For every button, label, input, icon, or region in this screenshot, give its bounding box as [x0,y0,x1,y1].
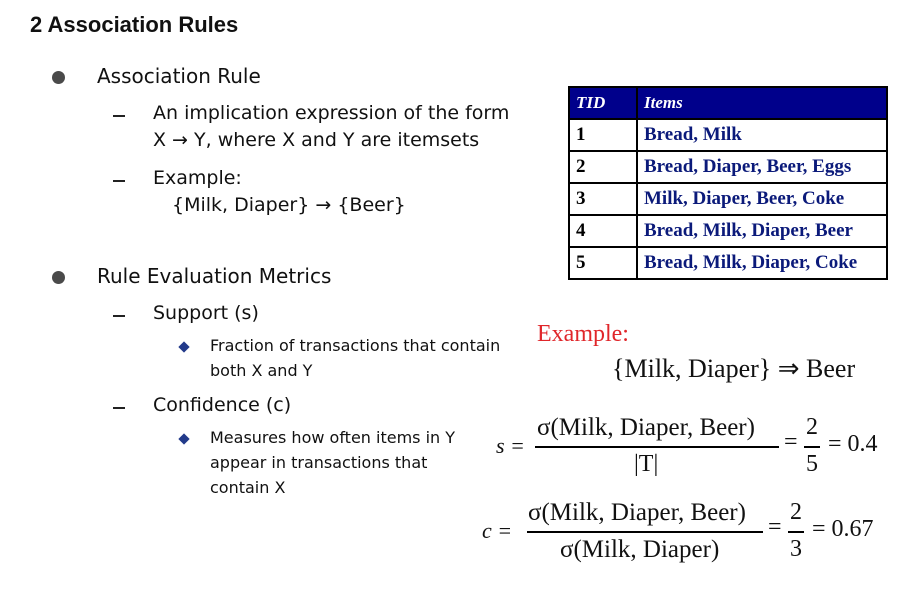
sub-implication-line1: An implication expression of the form [153,102,510,124]
diamond-icon [178,433,189,444]
tid-cell: 1 [569,119,637,151]
items-cell: Bread, Diaper, Beer, Eggs [637,151,887,183]
tid-cell: 2 [569,151,637,183]
confidence-detail-line2: appear in transactions that [210,453,428,472]
confidence-result: = 0.67 [812,516,874,542]
confidence-detail-line1: Measures how often items in Y [210,428,456,447]
support-numerator: σ(Milk, Diaper, Beer) [537,414,755,441]
sub-example-label: Example: [153,167,242,189]
transactions-table [568,86,888,280]
header-tid: TID [569,87,637,119]
tid-cell: 5 [569,247,637,279]
confidence-frac-den: 3 [790,536,802,562]
support-frac-den: 5 [806,451,818,477]
section-title: 2 Association Rules [30,12,239,37]
table-row [569,119,887,151]
items-cell: Bread, Milk [637,119,887,151]
tid-cell: 3 [569,183,637,215]
fraction-bar [788,531,804,533]
items-cell: Milk, Diaper, Beer, Coke [637,183,887,215]
confidence-equals: = [768,514,782,540]
bullet-dot [52,271,65,284]
support-frac-num: 2 [806,414,818,440]
support-denominator: |T| [634,451,659,477]
support-result: = 0.4 [828,431,878,457]
sub-implication-line2: X → Y, where X and Y are itemsets [153,129,480,151]
support-var: s = [496,433,525,458]
confidence-denominator: σ(Milk, Diaper) [560,536,720,563]
example-label: Example: [537,321,629,347]
sub-example-rule: {Milk, Diaper} → {Beer} [172,194,406,216]
dash-icon [113,315,125,317]
confidence-frac-num: 2 [790,499,802,525]
support-detail-line2: both X and Y [210,361,313,380]
header-items: Items [637,87,887,119]
bullet-association-rule: Association Rule [97,64,261,88]
table-row [569,151,887,183]
dash-icon [113,115,125,117]
diamond-icon [178,341,189,352]
table-row [569,183,887,215]
confidence-detail-line3: contain X [210,478,286,497]
sub-confidence: Confidence (c) [153,394,292,416]
table-row [569,215,887,247]
tid-cell: 4 [569,215,637,247]
fraction-bar [527,531,763,533]
sub-support: Support (s) [153,302,259,324]
fraction-bar [535,446,779,448]
table-header-row [569,87,887,119]
confidence-var: c = [482,518,513,543]
confidence-numerator: σ(Milk, Diaper, Beer) [528,499,746,526]
support-detail-line1: Fraction of transactions that contain [210,336,501,355]
dash-icon [113,180,125,182]
example-rule: {Milk, Diaper} ⇒ Beer [612,354,856,383]
table-row [569,247,887,279]
dash-icon [113,407,125,409]
bullet-rule-evaluation: Rule Evaluation Metrics [97,264,332,288]
items-cell: Bread, Milk, Diaper, Coke [637,247,887,279]
support-equals: = [784,429,798,455]
items-cell: Bread, Milk, Diaper, Beer [637,215,887,247]
fraction-bar [804,446,820,448]
bullet-dot [52,71,65,84]
